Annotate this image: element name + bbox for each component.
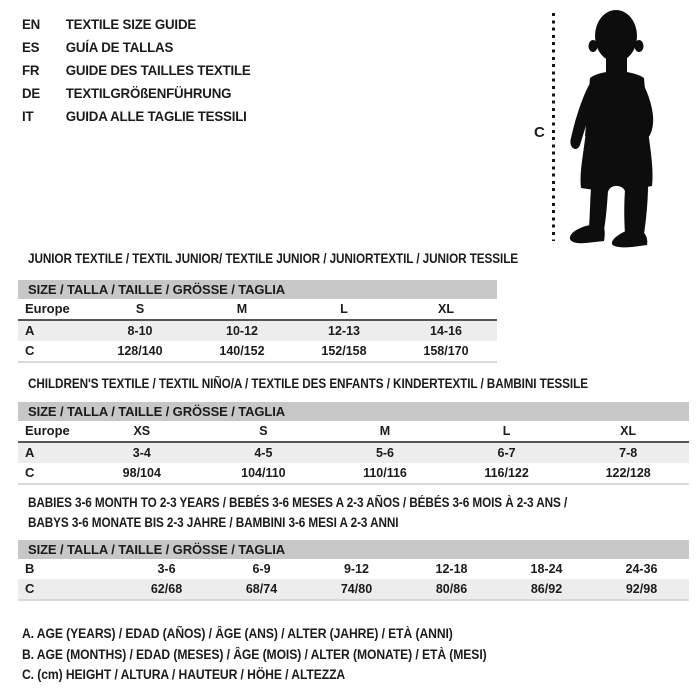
size-table-row: [18, 321, 497, 341]
language-code: FR: [22, 61, 40, 78]
size-header-bar: SIZE / TALLA / TAILLE / GRÖSSE / TAGLIA: [18, 402, 689, 421]
size-cell: S: [135, 302, 145, 316]
row-label: Europe: [25, 301, 70, 316]
size-table-row: [18, 579, 689, 599]
row-label: Europe: [25, 423, 70, 438]
language-code: EN: [22, 15, 41, 32]
measure-label-c: C: [534, 124, 545, 141]
language-row-it: [22, 104, 251, 127]
size-cell: 24-36: [625, 562, 658, 576]
size-cell: 98/104: [122, 466, 161, 480]
size-cell: 18-24: [530, 562, 563, 576]
row-label: B: [25, 561, 35, 576]
size-cell: 74/80: [340, 582, 373, 596]
size-cell: XL: [438, 302, 454, 316]
size-cell: 116/122: [484, 466, 529, 480]
size-cell: XS: [133, 424, 151, 438]
row-label: A: [25, 445, 35, 460]
size-cell: 12-13: [328, 324, 360, 338]
size-cell: 4-5: [254, 446, 273, 460]
size-cell: 12-18: [435, 562, 468, 576]
size-header-bar: SIZE / TALLA / TAILLE / GRÖSSE / TAGLIA: [18, 280, 497, 299]
size-cell: 110/116: [363, 466, 407, 480]
size-cell: 80/86: [435, 582, 468, 596]
language-row-fr: [22, 58, 251, 81]
language-title: GUÍA DE TALLAS: [65, 38, 174, 55]
size-table-row: [18, 341, 497, 361]
size-cell: 10-12: [226, 324, 258, 338]
row-label: C: [25, 581, 35, 596]
size-cell: 8-10: [127, 324, 153, 338]
language-code: ES: [22, 38, 40, 55]
language-title: GUIDA ALLE TAGLIE TESSILI: [65, 107, 247, 124]
size-cell: 6-9: [252, 562, 271, 576]
language-code: IT: [22, 107, 34, 124]
size-cell: 128/140: [117, 344, 163, 358]
size-cell: 5-6: [375, 446, 395, 460]
size-cell: 6-7: [497, 446, 516, 460]
children-size-table: [18, 402, 689, 485]
size-cell: 158/170: [423, 344, 469, 358]
toddler-silhouette-icon: [564, 6, 668, 248]
size-cell: 3-6: [157, 562, 176, 576]
size-cell: M: [236, 302, 248, 316]
language-title: GUIDE DES TAILLES TEXTILE: [65, 61, 251, 78]
size-cell: 68/74: [245, 582, 278, 596]
size-table-row: [18, 463, 689, 483]
size-cell: 62/68: [150, 582, 183, 596]
language-title-list: [22, 12, 251, 127]
size-cell: 9-12: [343, 562, 370, 576]
size-cell: 122/128: [605, 466, 651, 480]
row-label: A: [25, 323, 35, 338]
size-table-row: [18, 299, 497, 321]
size-cell: 3-4: [132, 446, 151, 460]
legend: [22, 626, 538, 688]
language-row-es: [22, 35, 251, 58]
legend-line-b: B. AGE (MONTHS) / EDAD (MESES) / ÂGE (MOIS) / ALTER (MONATE) / ETÀ (MESI): [22, 646, 487, 662]
size-cell: M: [379, 424, 391, 438]
size-table-row: [18, 443, 689, 463]
babies-size-table: [18, 540, 689, 601]
size-table-row: [18, 559, 689, 579]
section-title-children: CHILDREN'S TEXTILE / TEXTIL NIÑO/A / TEXTILE DES ENFANTS / KINDERTEXTIL / BAMBINI TESSILE: [28, 376, 588, 391]
size-cell: S: [259, 424, 268, 438]
size-header-bar: SIZE / TALLA / TAILLE / GRÖSSE / TAGLIA: [18, 540, 689, 559]
size-cell: L: [340, 302, 348, 316]
section-title-babies-line1: BABIES 3-6 MONTH TO 2-3 YEARS / BEBÉS 3-6 MESES A 2-3 AÑOS / BÉBÉS 3-6 MOIS À 2-3 ANS /: [28, 495, 568, 510]
size-cell: 152/158: [321, 344, 367, 358]
size-cell: 92/98: [625, 582, 658, 596]
size-cell: L: [502, 424, 511, 438]
row-label: C: [25, 343, 35, 358]
legend-line-a: A. AGE (YEARS) / EDAD (AÑOS) / ÂGE (ANS) / ALTER (JAHRE) / ETÀ (ANNI): [22, 626, 453, 641]
language-title: TEXTILE SIZE GUIDE: [65, 15, 197, 32]
size-cell: XL: [620, 424, 637, 438]
section-title-babies-line2: BABYS 3-6 MONATE BIS 2-3 JAHRE / BAMBINI 3-6 MESI A 2-3 ANNI: [28, 515, 399, 530]
legend-line-c: C. (cm) HEIGHT / ALTURA / HAUTEUR / HÖHE / ALTEZZA: [22, 667, 346, 682]
size-cell: 104/110: [241, 466, 286, 480]
junior-size-table: [18, 280, 497, 363]
language-code: DE: [22, 84, 41, 101]
section-title-junior: JUNIOR TEXTILE / TEXTIL JUNIOR/ TEXTILE JUNIOR / JUNIORTEXTIL / JUNIOR TESSILE: [28, 251, 519, 266]
language-row-de: [22, 81, 251, 104]
language-row-en: [22, 12, 251, 35]
size-table-row: [18, 421, 689, 443]
row-label: C: [25, 465, 35, 480]
size-cell: 14-16: [430, 324, 462, 338]
size-cell: 140/152: [219, 344, 265, 358]
size-cell: 86/92: [530, 582, 563, 596]
height-measure-dashed-line: [552, 13, 555, 241]
language-title: TEXTILGRÖßENFÜHRUNG: [65, 84, 232, 101]
size-cell: 7-8: [619, 446, 638, 460]
